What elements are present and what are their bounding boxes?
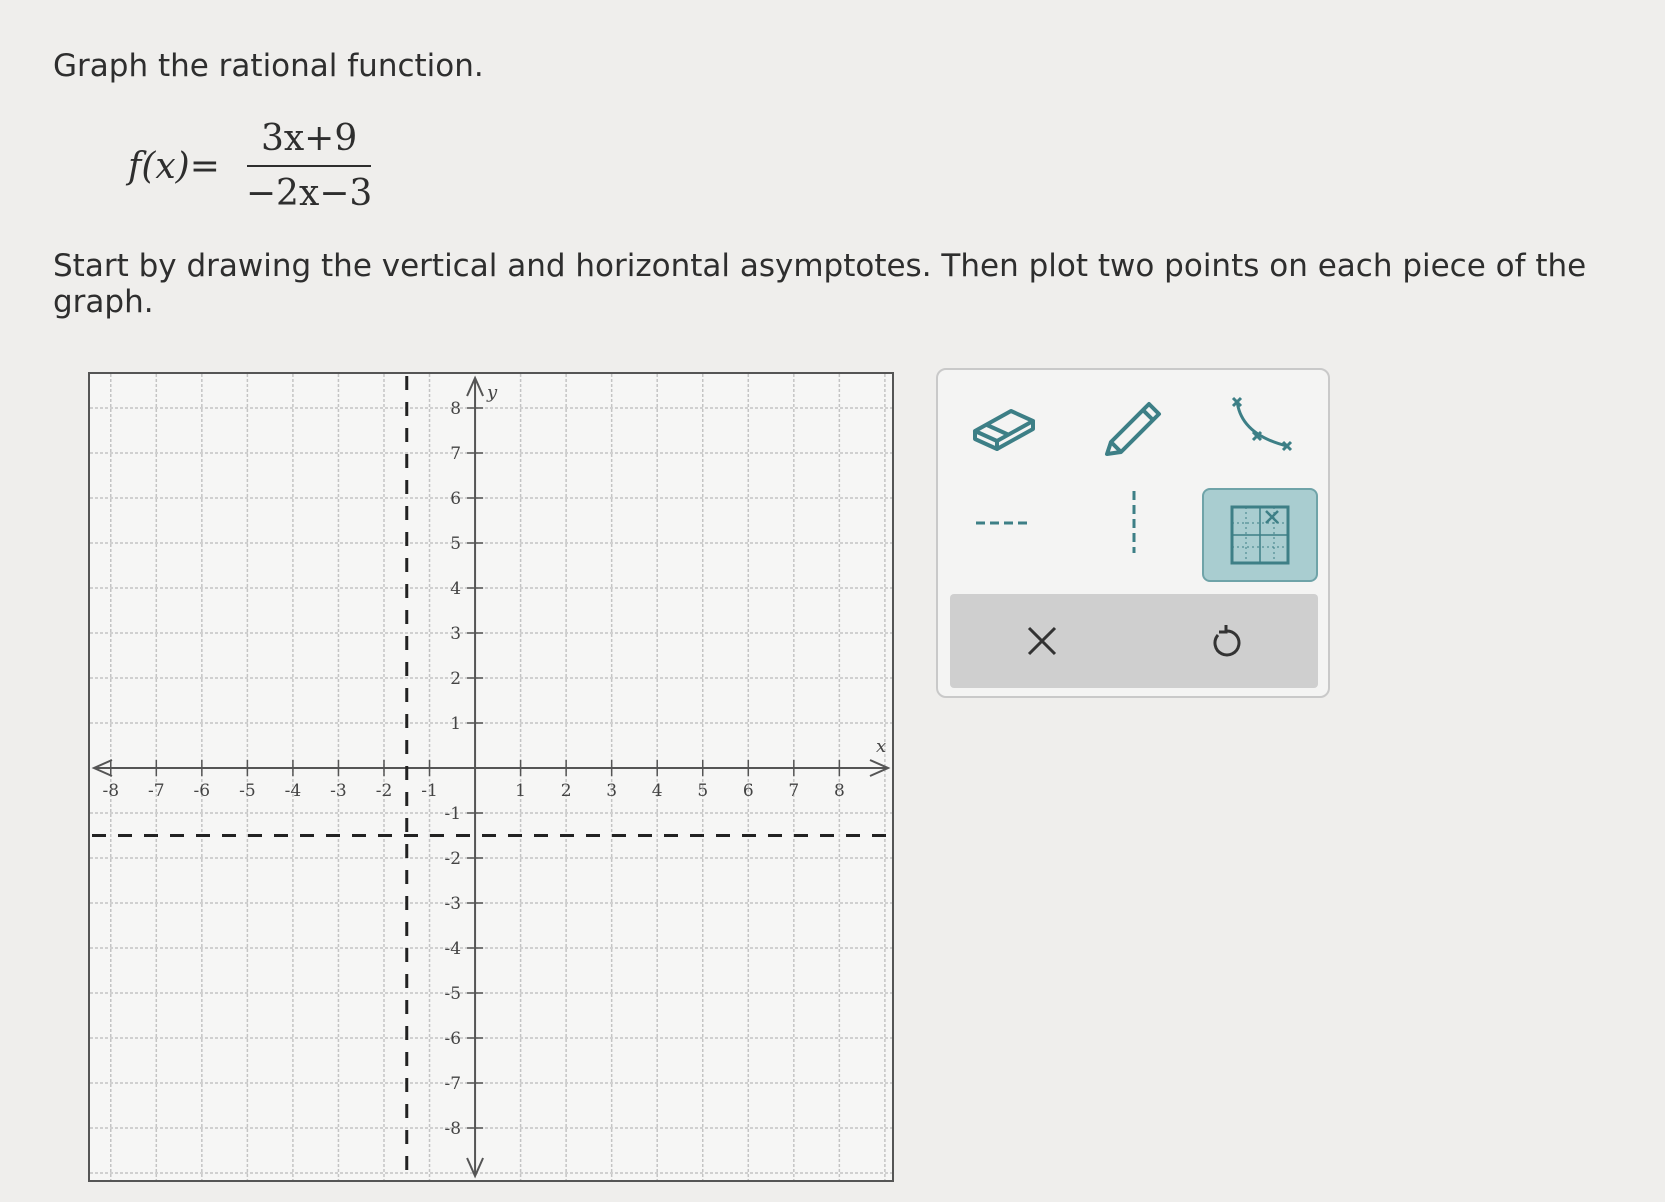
undo-icon <box>1209 623 1243 659</box>
horizontal-dashed-line-icon <box>974 513 1034 533</box>
x-tick-label: -8 <box>102 781 120 801</box>
graph-border <box>89 373 893 1181</box>
x-tick-label: -6 <box>193 781 211 801</box>
grid-point-icon <box>1228 503 1292 567</box>
x-icon <box>1025 624 1059 658</box>
y-tick-label: 4 <box>450 579 462 599</box>
y-tick-label: -8 <box>444 1119 462 1139</box>
x-tick-label: -2 <box>375 781 393 801</box>
curve-icon <box>1225 392 1295 458</box>
x-tick-label: -5 <box>239 781 256 801</box>
instructions-text: Start by drawing the vertical and horizontal asymptotes. Then plot two points on each piece of the graph. <box>53 248 1587 320</box>
undo-button[interactable] <box>1134 594 1318 688</box>
y-tick-label: 3 <box>450 624 462 644</box>
x-tick-label: 3 <box>606 781 618 801</box>
x-tick-label: -7 <box>148 781 165 801</box>
vertical-dashed-line-tool[interactable] <box>1094 482 1174 562</box>
y-tick-label: 2 <box>450 669 462 689</box>
x-tick-label: 7 <box>788 781 800 801</box>
graph-toolbox <box>936 368 1330 698</box>
x-tick-label: 2 <box>560 781 572 801</box>
fraction <box>232 118 386 214</box>
x-tick-label: -1 <box>421 781 438 801</box>
function-formula <box>128 118 386 214</box>
grid-point-tool[interactable] <box>1202 488 1318 582</box>
function-name: f(x)= <box>128 145 220 187</box>
curve-tool[interactable] <box>1220 390 1300 460</box>
y-tick-label: 7 <box>450 444 462 464</box>
x-tick-label: 5 <box>697 781 709 801</box>
x-tick-label: 8 <box>833 781 845 801</box>
clear-button[interactable] <box>950 594 1134 688</box>
vertical-dashed-line-icon <box>1124 489 1144 555</box>
y-tick-label: 5 <box>450 534 462 554</box>
y-tick-label: -7 <box>444 1074 462 1094</box>
horizontal-dashed-line-tool[interactable] <box>964 488 1044 558</box>
pencil-icon <box>1101 392 1167 458</box>
y-tick-label: -1 <box>444 804 462 824</box>
y-tick-label: -4 <box>444 939 462 959</box>
graph-canvas[interactable] <box>88 372 894 1182</box>
action-bar <box>950 594 1318 688</box>
x-axis-label: x <box>876 736 887 757</box>
x-tick-label: 1 <box>515 781 527 801</box>
x-tick-label: 4 <box>651 781 663 801</box>
y-tick-label: 6 <box>450 489 462 509</box>
y-tick-label: -5 <box>444 984 462 1004</box>
x-tick-label: 6 <box>742 781 754 801</box>
eraser-tool[interactable] <box>964 390 1044 460</box>
y-tick-label: -3 <box>444 894 462 914</box>
y-tick-label: -2 <box>444 849 462 869</box>
y-axis-label: y <box>487 382 498 403</box>
y-tick-label: 1 <box>450 714 462 734</box>
eraser-icon <box>971 399 1037 451</box>
x-tick-label: -4 <box>284 781 302 801</box>
numerator: 3x+9 <box>247 118 371 167</box>
y-tick-label: -6 <box>444 1029 462 1049</box>
y-tick-label: 8 <box>450 399 462 419</box>
x-tick-label: -3 <box>330 781 347 801</box>
prompt-text: Graph the rational function. <box>53 48 484 84</box>
pencil-tool[interactable] <box>1094 390 1174 460</box>
denominator: −2x−3 <box>245 173 373 214</box>
